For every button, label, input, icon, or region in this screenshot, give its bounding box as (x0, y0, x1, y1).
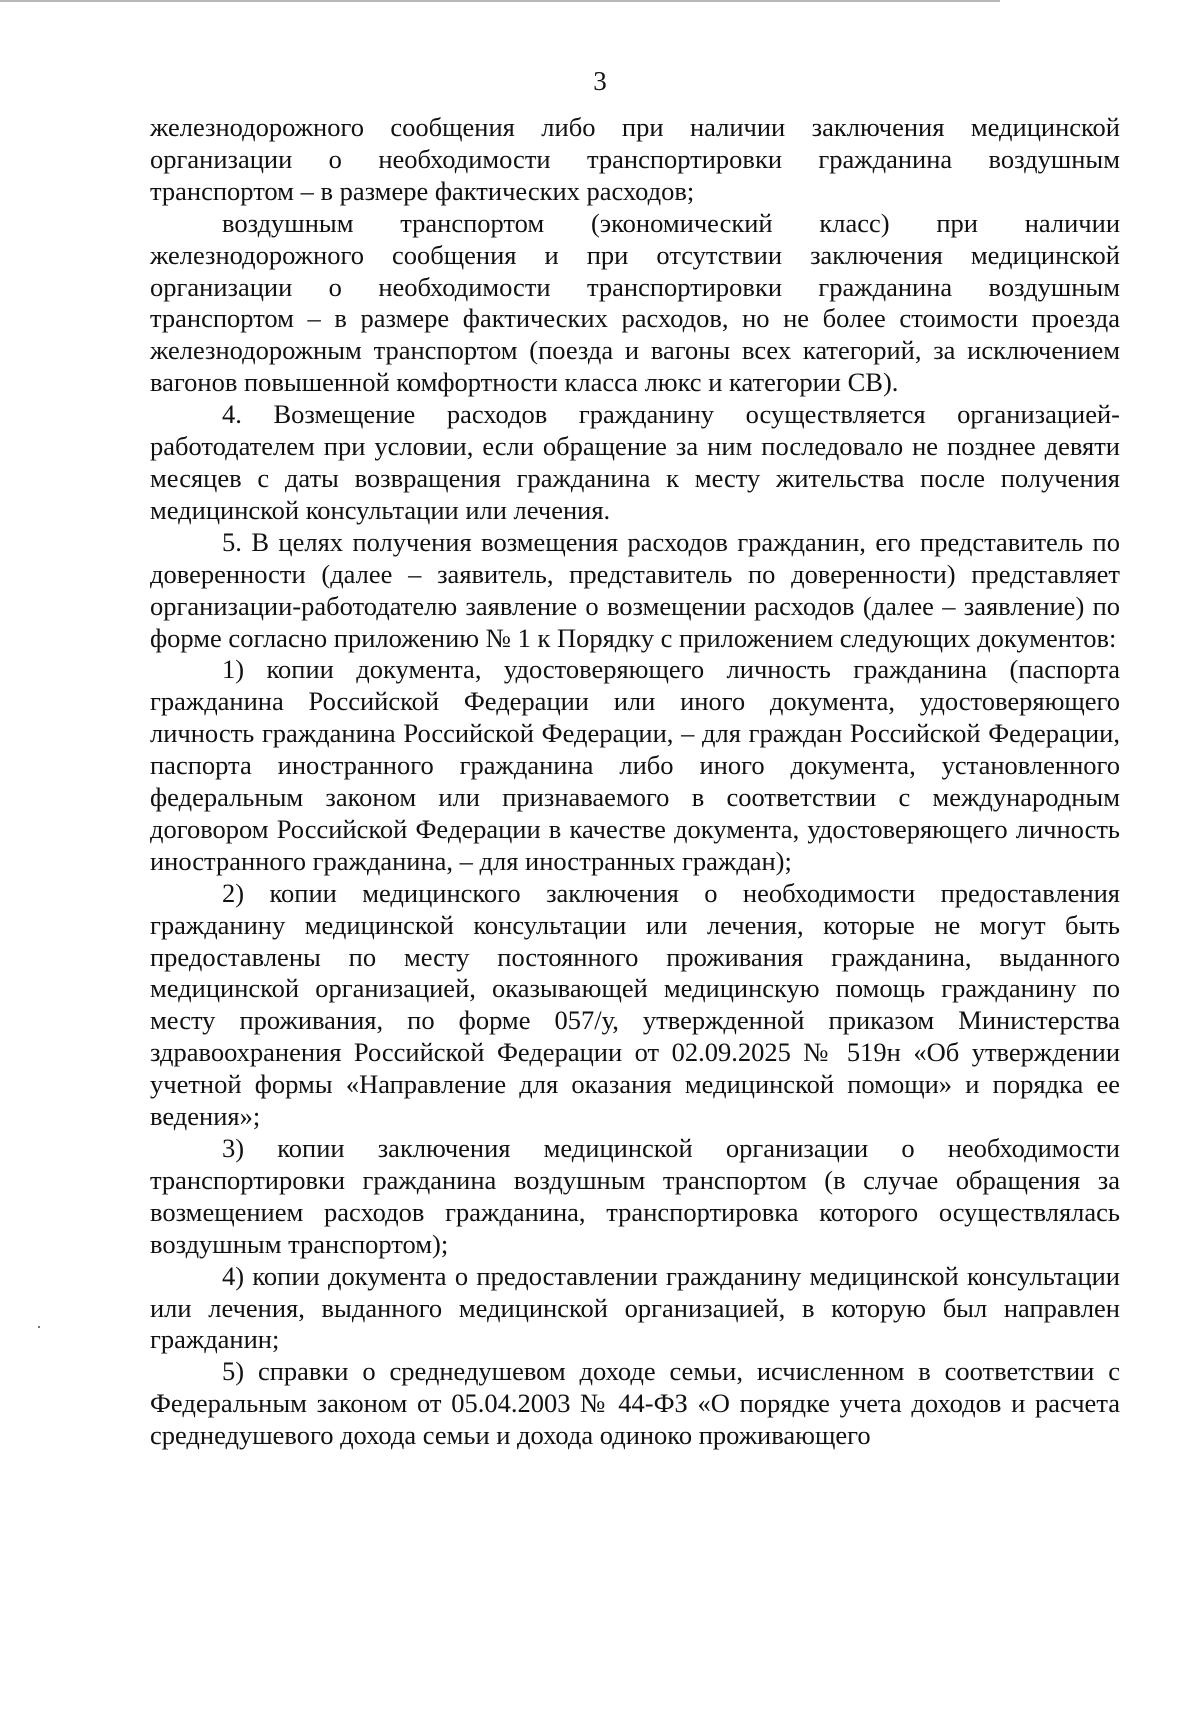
document-body (150, 112, 1120, 1452)
list-item-1: 1) копии документа, удостоверяющего личность гражданина (паспорта гражданина Российской Федерации или иного документа, удостоверяющего личность гражданина Российской Федерации, – для граждан Российской Федерации, паспорта иностранного гражданина либо иного документа, установленного федеральным законом или признаваемого в соответствии с международным договором Российской Федерации в качестве документа, удостоверяющего личность иностранного гражданина, – для иностранных граждан); (150, 654, 1120, 876)
list-item-3: 3) копии заключения медицинской организации о необходимости транспортировки гражданина воздушным транспортом (в случае обращения за возмещением расходов гражданина, транспортировка которого осуществлялась воздушным транспортом); (150, 1133, 1120, 1259)
scan-speck (38, 1326, 40, 1328)
paragraph-continuation: железнодорожного сообщения либо при наличии заключения медицинской организации о необходимости транспортировки гражданина воздушным транспортом – в размере фактических расходов; (150, 112, 1120, 206)
paragraph-air-transport: воздушным транспортом (экономический класс) при наличии железнодорожного сообщения и при отсутствии заключения медицинской организации о необходимости транспортировки гражданина воздушным транспортом – в размере фактических расходов, но не более стоимости проезда железнодорожным транспортом (поезда и вагоны всех категорий, за исключением вагонов повышенной комфортности класса люкс и категории СВ). (150, 207, 1120, 398)
list-item-5: 5) справки о среднедушевом доходе семьи, исчисленном в соответствии с Федеральным законом от 05.04.2003 № 44-ФЗ «О порядке учета доходов и расчета среднедушевого дохода семьи и дохода одиноко проживающего (150, 1356, 1120, 1451)
list-item-2: 2) копии медицинского заключения о необходимости предоставления гражданину медицинской консультации или лечения, которые не могут быть предоставлены по месту постоянного проживания гражданина, выданного медицинской организацией, оказывающей медицинскую помощь гражданину по месту проживания, по форме 057/у, утвержденной приказом Министерства здравоохранения Российской Федерации от 02.09.2025 № 519н «Об утверждении учетной формы «Направление для оказания медицинской помощи» и порядка ее ведения»; (150, 877, 1120, 1132)
paragraph-item-5: 5. В целях получения возмещения расходов гражданин, его представитель по доверенности (далее – заявитель, представитель по доверенности) представляет организации-работодателю заявление о возмещении расходов (далее – заявление) по форме согласно приложению № 1 к Порядку с приложением следующих документов: (150, 526, 1120, 653)
scan-top-edge (0, 0, 1000, 2)
paragraph-item-4: 4. Возмещение расходов гражданину осуществляется организацией-работодателем при условии, если обращение за ним последовало не позднее девяти месяцев с даты возвращения гражданина к месту жительства после получения медицинской консультации или лечения. (150, 399, 1120, 525)
page-number: 3 (593, 66, 607, 96)
list-item-4: 4) копии документа о предоставлении гражданину медицинской консультации или лечения, выданного медицинской организацией, в которую был направлен гражданин; (150, 1260, 1120, 1355)
